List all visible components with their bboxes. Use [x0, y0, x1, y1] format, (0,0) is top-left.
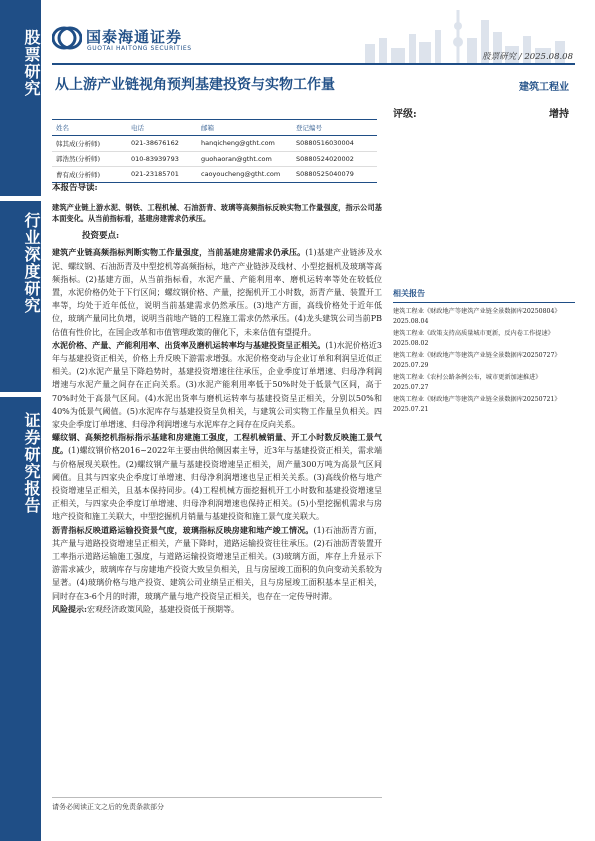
analyst-phone: 021-38676162: [127, 136, 197, 152]
analyst-name: 曹有成(分析师): [52, 167, 127, 183]
risk-warning-lead: 风险提示:: [52, 603, 87, 614]
related-report-link[interactable]: 建筑工程业《财政地产等建筑产业链全景数据库20250804》2025.08.04: [393, 308, 561, 325]
key-point-paragraph: [52, 524, 382, 603]
key-point-text: (1)石油沥青方面，其产量与道路投资增速呈正相关，产量下降时，道路运输投资往往承压。(2)石油沥青装置开工率指示道路运输施工强度，与道路运输投资增速呈正相关。(3)玻璃方面，库存上升显示下游需求减少，玻璃库存与房建地产投资大致呈负相关，且与房屋竣工面积的负向变动关系较为显著。(4)玻璃价格与地产投资、建筑公司业绩呈正相关，且与房屋竣工面积基本呈正相关，同时存在3-6个月的时滞，玻璃产量与地产投资呈正相关，也存在一定传导时滞。: [52, 525, 382, 601]
page-title: 从上游产业链视角预判基建投资与实物工作量: [55, 77, 335, 93]
brand-name-english: GUOTAI HAITONG SECURITIES: [87, 45, 192, 52]
column-header-registration: 登记编号: [292, 120, 377, 136]
related-report-link[interactable]: 建筑工程业《财政地产等建筑产业链全景数据库20250727》2025.07.29: [393, 352, 561, 369]
key-point-text: (1)基建产业链涉及水泥、螺纹钢、石油沥青及中型挖机等高频指标，地产产业链涉及线材、小型挖掘机及玻璃等高频指标。(2)基建方面，从当前指标看，水泥产量、产能利用率、磨机运转率等处在较低位置，水泥价格仍处于下行区间；螺纹钢价格、产量，挖掘机开工小时数，沥青产量、装置开工率等，均处于近年低位，说明当前基建需求仍然承压。(3)地产方面，高线价格处于近年低位，玻璃产量同比负增，说明当前地产链的工程施工需求仍然承压。(4)龙头建筑公司当前PB估值有性价比，在国企改革和市值管理政策的催化下，未来估值有望提升。: [52, 248, 382, 337]
sidebar-label-industry-deep: 行业深度研究: [22, 212, 41, 314]
analyst-email[interactable]: hanqicheng@gtht.com: [197, 136, 292, 152]
key-points-title: 投资要点:: [82, 231, 120, 242]
table-row: [52, 151, 377, 167]
key-point-lead: 水泥价格、产量、产能利用率、出货率及磨机运转率均与基建投资呈正相关。: [52, 339, 326, 350]
key-point-paragraph: [52, 431, 382, 523]
key-point-text: (1)螺纹钢价格2016~2022年主要由供给侧因素主导，近3年与基建投资正相关，需求端与价格展现关联性。(2)螺纹钢产量与基建投资增速呈正相关，周产量300万吨为高景气区间阈值。且其与四家央企季度订单增速、归母净利润增速也呈正相关关系。(3)高线价格与地产投资增速呈正相关，且基本保持同步。(4)工程机械方面挖掘机开工小时数和基建投资增速呈正相关，与四家央企季度订单增速、归母净利润增速也保持正相关。(5)小型挖掘机需求与房地产投资和施工关联大，中型挖掘机月销量与基建投资和施工景气度关联大。: [52, 446, 382, 522]
sidebar-label-stock-research: 股票研究: [22, 29, 41, 97]
related-report-link[interactable]: 建筑工程业《农村公路条例公布，城市更新加速推进》2025.07.27: [393, 374, 542, 391]
column-header-phone: 电话: [127, 120, 197, 136]
key-point-lead: 沥青指标反映道路运输投资景气度，玻璃指标反映房建和地产竣工情况。: [52, 524, 314, 535]
rating-value: 增持: [549, 109, 569, 120]
analyst-email[interactable]: caoyoucheng@gtht.com: [197, 167, 292, 183]
report-body: [52, 182, 382, 616]
left-sidebar: [0, 0, 41, 841]
key-point-paragraph: [52, 246, 382, 338]
analyst-registration: S0880516030004: [292, 136, 377, 152]
brand-name: 国泰海通证券: [86, 28, 183, 46]
related-reports: [393, 288, 575, 417]
key-point-paragraph: [52, 339, 382, 431]
sidebar-label-securities-report: 证券研究报告: [22, 411, 41, 514]
sidebar-separator: [0, 392, 41, 397]
risk-warning-text: 宏观经济政策风险，基建投资低于预期等。: [86, 604, 239, 614]
analyst-table: [52, 119, 377, 183]
related-report-link[interactable]: 建筑工程业《政策支持高质量城市更新，反内卷工作提速》2025.08.02: [393, 330, 554, 347]
industry-name: 建筑工程业: [519, 82, 569, 93]
risk-warning: [52, 603, 382, 616]
guotai-haitong-logo-icon: [52, 26, 82, 50]
report-type-date: 股票研究 / 2025.08.08: [482, 52, 573, 62]
footer-disclaimer: 请务必阅读正文之后的免责条款部分: [52, 803, 164, 811]
key-point-lead: 建筑产业链高频指标判断实物工作量强度，当前基建房建需求仍承压。: [52, 247, 306, 258]
related-report-link[interactable]: 建筑工程业《财政地产等建筑产业链全景数据库20250721》2025.07.21: [393, 396, 561, 413]
column-header-name: 姓名: [52, 120, 127, 136]
analyst-name: 郭浩然(分析师): [52, 151, 127, 167]
table-row: [52, 167, 377, 183]
analyst-registration: S0880524020002: [292, 151, 377, 167]
sidebar-separator: [0, 196, 41, 201]
analyst-registration: S0880525040079: [292, 167, 377, 183]
table-header-row: [52, 120, 377, 136]
column-header-email: 邮箱: [197, 120, 292, 136]
rating-label: 评级:: [393, 109, 417, 120]
footer-divider: [52, 797, 382, 798]
analyst-phone: 010-83939793: [127, 151, 197, 167]
key-point-text: (1)水泥价格近3年与基建投资正相关，价格上升反映下游需求增强。水泥价格变动与企业订单和利润呈近似正相关。(2)水泥产量呈下降趋势时，基建投资增速往往承压，企业季度订单增速、归母净利润增速与水泥产量之间存在正向关系。(3)水泥产能利用率低于50%时处于低景气区间，高于70%时处于高景气区间。(4)水泥出货率与磨机运转率与基建投资呈正相关，分别以50%和40%为低景气阈值。(5)水泥库存与基建投资呈负相关，与建筑公司实物工作量呈负相关。四家央企季度订单增速、归母净利润增速与水泥库存之间存在反向关系。: [52, 340, 383, 430]
header-divider: [52, 63, 575, 65]
analyst-email[interactable]: guohaoran@gtht.com: [197, 151, 292, 167]
summary-title: 本报告导读:: [52, 183, 98, 193]
analyst-phone: 021-23185701: [127, 167, 197, 183]
key-point-lead: 螺纹钢、高频挖机指标指示基建和房建施工强度，工程机械销量、开工小时数反映施工景气度。: [52, 432, 382, 456]
analyst-name: 韩其成(分析师): [52, 136, 127, 152]
table-row: [52, 136, 377, 152]
related-reports-title: 相关报告: [393, 288, 575, 303]
summary-lead: 建筑产业链上游水泥、钢铁、工程机械、石油沥青、玻璃等高频指标反映实物工作量强度，指示公司基本面变化。从当前指标看，基建房建需求仍承压。: [52, 203, 382, 224]
